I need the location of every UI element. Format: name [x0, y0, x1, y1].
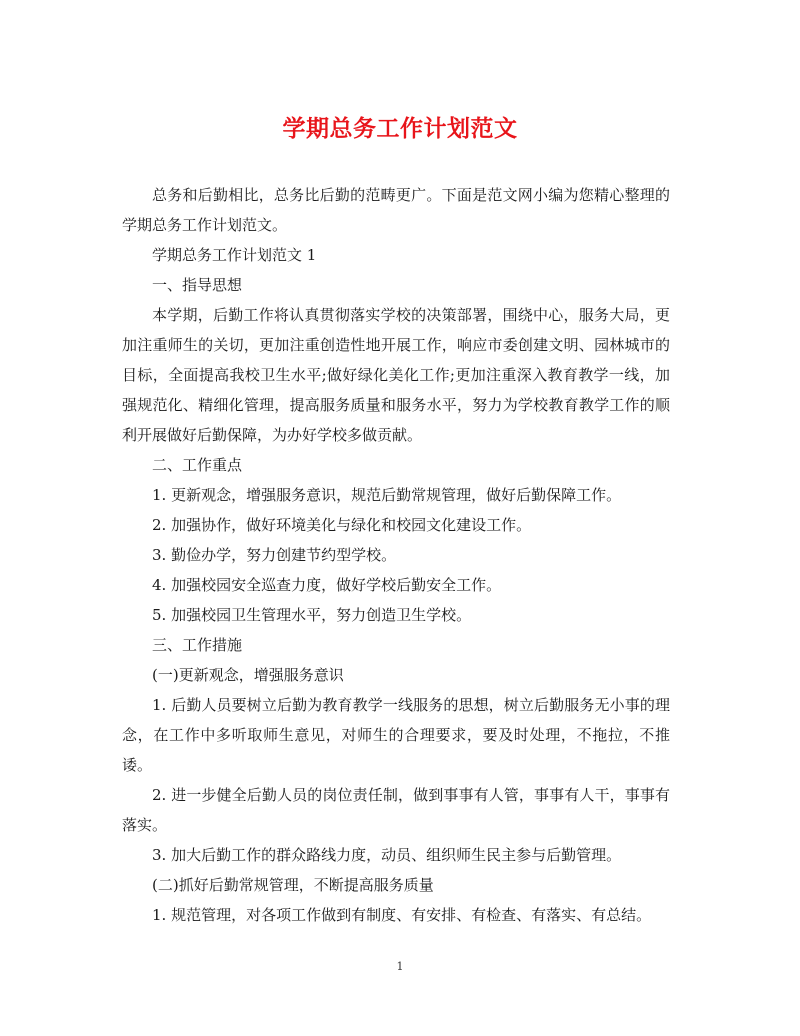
subtitle-paragraph: 学期总务工作计划范文 1	[152, 246, 317, 264]
document-title: 学期总务工作计划范文	[282, 115, 518, 142]
section-heading-3: 三、工作措施	[152, 636, 243, 654]
section-heading-2: 二、工作重点	[152, 456, 243, 474]
list-item: 3. 加大后勤工作的群众路线力度，动员、组织师生民主参与后勤管理。	[152, 846, 622, 864]
list-item: 1. 更新观念，增强服务意识，规范后勤常规管理，做好后勤保障工作。	[152, 486, 622, 504]
subsection-heading-1: (一)更新观念，增强服务意识	[152, 666, 344, 684]
page-number: 1	[396, 960, 404, 973]
list-item: 4. 加强校园安全巡查力度，做好学校后勤安全工作。	[152, 576, 502, 594]
subsection-heading-2: (二)抓好后勤常规管理，不断提高服务质量	[152, 876, 434, 894]
list-item: 2. 进一步健全后勤人员的岗位责任制，做到事事有人管，事事有人干，事事有落实。	[122, 786, 670, 834]
list-item: 1. 规范管理，对各项工作做到有制度、有安排、有检查、有落实、有总结。	[152, 906, 652, 924]
list-item: 2. 加强协作，做好环境美化与绿化和校园文化建设工作。	[152, 516, 532, 534]
body-paragraph: 本学期，后勤工作将认真贯彻落实学校的决策部署，围绕中心，服务大局，更加注重师生的关切，更加注重创造性地开展工作，响应市委创建文明、园林城市的目标，全面提高我校卫生水平;做好绿化美化工作;更加注重深入教育教学一线，加强规范化、精细化管理，提高服务质量和服务水平，努力为学校教育教学工作的顺利开展做好后勤保障，为办好学校多做贡献。	[122, 306, 670, 444]
intro-paragraph: 总务和后勤相比，总务比后勤的范畴更广。下面是范文网小编为您精心整理的学期总务工作计划范文。	[122, 186, 670, 234]
list-item: 3. 勤俭办学，努力创建节约型学校。	[152, 546, 397, 564]
list-item: 5. 加强校园卫生管理水平，努力创造卫生学校。	[152, 606, 472, 624]
section-heading-1: 一、指导思想	[152, 276, 243, 294]
document-body	[122, 180, 670, 930]
list-item: 1. 后勤人员要树立后勤为教育教学一线服务的思想，树立后勤服务无小事的理念，在工作中多听取师生意见，对师生的合理要求，要及时处理，不拖拉，不推诿。	[122, 696, 670, 774]
